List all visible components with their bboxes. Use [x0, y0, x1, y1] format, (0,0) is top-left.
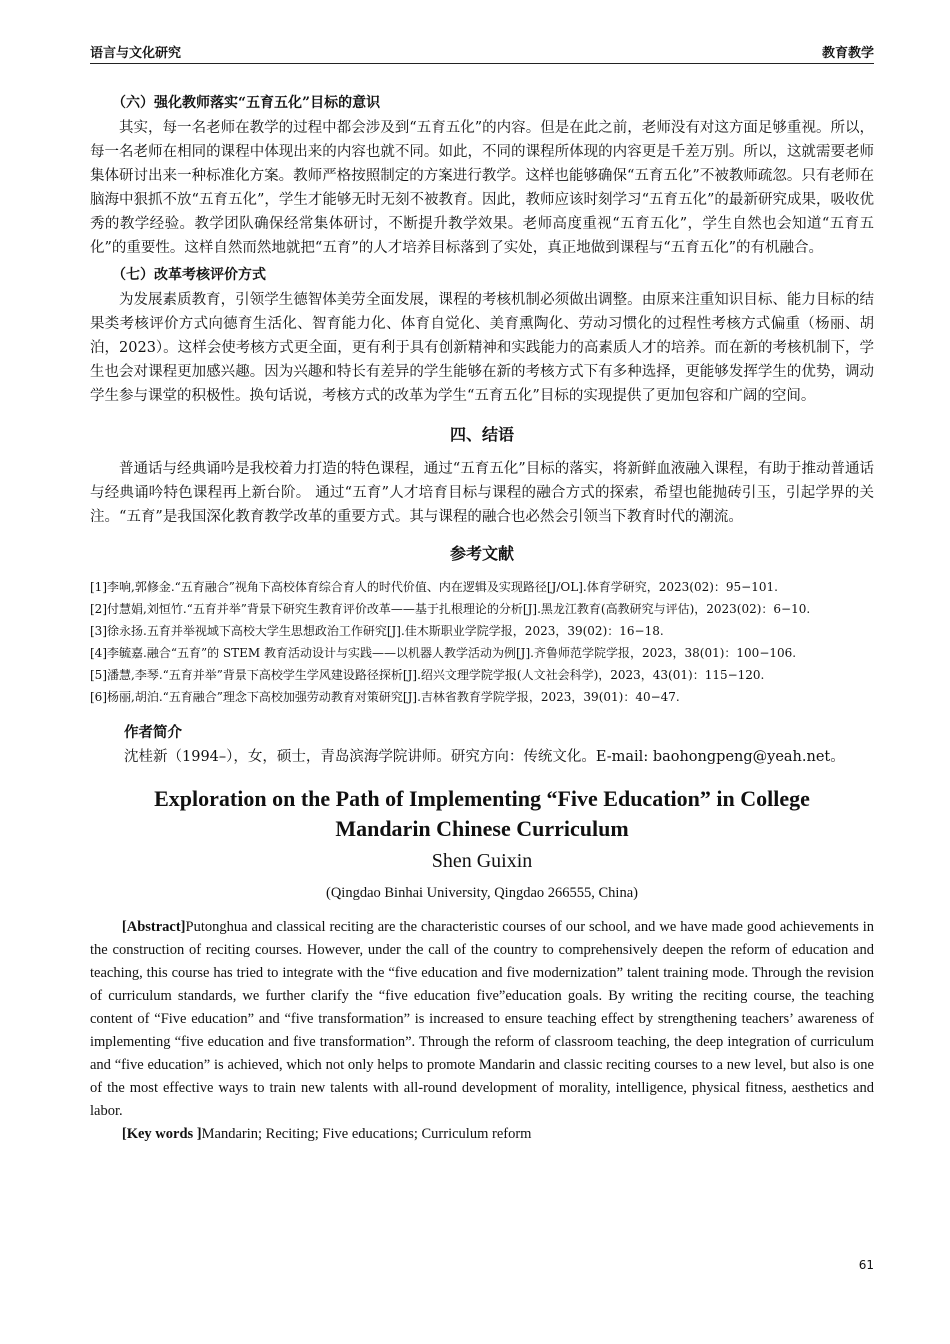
english-author: Shen Guixin [431, 850, 533, 872]
english-keywords [90, 1123, 874, 1146]
section6-heading: （六）强化教师落实“五育五化”目标的意识 [112, 95, 381, 111]
keywords-label: [Key words ] [121, 1126, 202, 1142]
reference-item: [6]杨丽,胡泊.“五育融合”理念下高校加强劳动教育对策研究[J].吉林省教育学院学报，2023，39(01)：40−47. [90, 690, 680, 704]
references-heading: 参考文献 [449, 544, 514, 563]
english-title-line2: Mandarin Chinese Curriculum [335, 816, 629, 841]
journal-name: 语言与文化研究 [90, 46, 182, 61]
abstract-label: [Abstract] [121, 919, 186, 935]
section7-heading: （七）改革考核评价方式 [112, 267, 266, 283]
reference-list [90, 576, 874, 708]
running-header [90, 42, 874, 62]
chinese-body [90, 88, 874, 1146]
section7-paragraph: 为发展素质教育，引领学生德智体美劳全面发展，课程的考核机制必须做出调整。由原来注重知识目标、能力目标的结果类考核评价方式向德育生活化、智育能力化、体育自觉化、美育熏陶化、劳动习惯化的过程性考核方式偏重（杨丽、胡泊，2023）。这样会使考核方式更全面，更有利于具有创新精神和实践能力的高素质人才的培养。而在新的考核机制下，学生也会对课程更加感兴趣。因为兴趣和特长有差异的学生能够在新的考核方式下有多种选择，更能够发挥学生的优势，调动学生参与课堂的积极性。换句话说，考核方式的改革为学生“五育五化”目标的实现提供了更加包容和广阔的空间。 [90, 292, 874, 404]
reference-item: [3]徐永扬.五育并举视域下高校大学生思想政治工作研究[J].佳木斯职业学院学报，2023，39(02)：16−18. [90, 624, 664, 638]
section-name: 教育教学 [821, 46, 874, 61]
reference-item: [5]潘慧,李琴.“五育并举”背景下高校学生学风建设路径探析[J].绍兴文理学院学报(人文社会科学)，2023，43(01)：115−120. [90, 668, 765, 682]
header-rule [90, 63, 874, 64]
author-bio-text: 沈桂新（1994–），女，硕士，青岛滨海学院讲师。研究方向：传统文化。E-mail: baohongpeng@yeah.net。 [124, 749, 845, 765]
author-bio-title: 作者简介 [124, 724, 182, 741]
conclusion-heading: 四、结语 [449, 425, 514, 444]
reference-item: [4]李毓嘉.融合“五育”的 STEM 教育活动设计与实践——以机器人教学活动为例[J].齐鲁师范学院学报，2023，38(01)：100−106. [90, 646, 797, 660]
english-title-line1: Exploration on the Path of Implementing “Five Education” in College [154, 786, 810, 811]
conclusion-paragraph: 普通话与经典诵吟是我校着力打造的特色课程，通过“五育五化”目标的落实，将新鲜血液融入课程，有助于推动普通话与经典诵吟特色课程再上新台阶。 通过“五育”人才培育目标与课程的融合方式的探索，希望也能抛砖引玉，引起学界的关注。“五育”是我国深化教育教学改革的重要方式。其与课程的融合也必然会引领当下教育时代的潮流。 [90, 461, 874, 525]
english-affiliation: (Qingdao Binhai University, Qingdao 266555, China) [326, 885, 638, 901]
page-number: 61 [858, 1258, 874, 1272]
section6-paragraph: 其实，每一名老师在教学的过程中都会涉及到“五育五化”的内容。但是在此之前，老师没有对这方面足够重视。所以，每一名老师在相同的课程中体现出来的内容也就不同。如此，不同的课程所体现的内容更是千差万别。所以，这就需要老师集体研讨出来一种标准化方案。教师严格按照制定的方案进行教学。这样也能够确保“五育五化”不被教师疏忽。只有老师在脑海中狠抓不放“五育五化”，学生才能够无时无刻不被教育。因此，教师应该时刻学习“五育五化”的最新研究成果，吸收优秀的教学经验。教学团队确保经常集体研讨，不断提升教学效果。老师高度重视“五育五化”，学生自然也会知道“五育五化”的重要性。这样自然而然地就把“五育”的人才培养目标落到了实处，真正地做到课程与“五育五化”的有机融合。 [90, 120, 874, 256]
english-title [90, 784, 874, 844]
abstract-text: Putonghua and classical reciting are the characteristic courses of our school, and we have made good achievements in the construction of reciting courses. However, under the call of the country to comprehensively deepen the reform of education and teaching, this course has tried to integrate with the “five education and five modernization” talent training mode. Through the revision of curriculum standards, we further clarify the “five education five”education goals. By writing the reciting course, the teaching content of “Five education” and “five transformation” is increased to ensure teaching effect by strengthening teachers’ awareness of implementing “five education and five transformation”. Through the reform of classroom teaching, the deep integration of curriculum and “five education” is achieved, which not only helps to promote Mandarin and classic reciting courses to a new level, but also is one of the most effective ways to train new talents with all-round development of morality, intelligence, physical fitness, aesthetics and labor. [90, 919, 874, 1119]
keywords-text: Mandarin; Reciting; Five educations; Curriculum reform [201, 1126, 532, 1142]
reference-item: [1]李响,郭修金.“五育融合”视角下高校体育综合育人的时代价值、内在逻辑及实现路径[J/OL].体育学研究，2023(02)：95−101. [90, 580, 778, 594]
reference-item: [2]付慧娟,刘恒竹.“五育并举”背景下研究生教育评价改革——基于扎根理论的分析[J].黑龙江教育(高教研究与评估)，2023(02)：6−10. [90, 602, 811, 616]
english-abstract [90, 916, 874, 1123]
